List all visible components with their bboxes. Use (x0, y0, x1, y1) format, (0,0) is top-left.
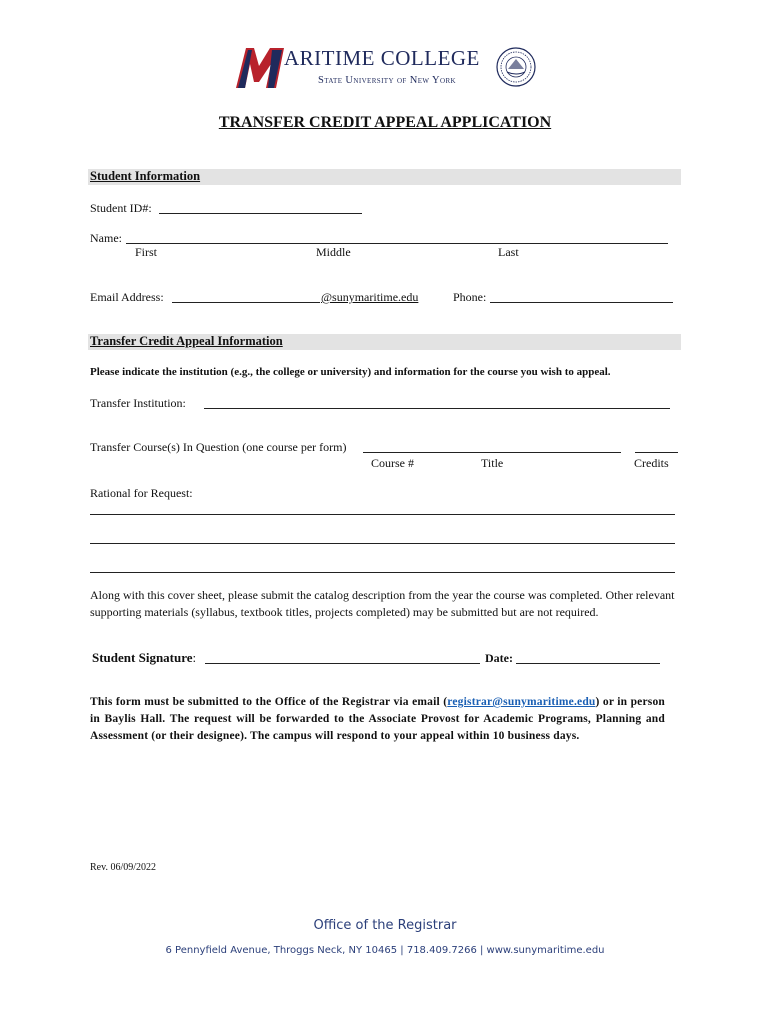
registrar-email-link[interactable]: registrar@sunymaritime.edu (447, 696, 596, 708)
signature-colon: : (192, 650, 197, 665)
phone-field[interactable] (490, 302, 673, 303)
course-number-title-field[interactable] (363, 452, 621, 453)
student-info-section-header (88, 169, 681, 185)
first-name-caption: First (135, 245, 158, 259)
signature-label-text: Student Signature (92, 650, 193, 665)
email-label: Email Address: (90, 290, 164, 304)
footer-address: 6 Pennyfield Avenue, Throggs Neck, NY 10465 | 718.409.7266 | www.sunymaritime.edu (165, 945, 605, 956)
signature-field[interactable] (205, 663, 480, 664)
cover-sheet-note: Along with this cover sheet, please submit the catalog description from the year the course was completed. Other relevant supporting materials (syllabus, textbook titles, projects completed) may be submitted but are not required. (90, 588, 675, 619)
course-number-caption: Course # (371, 456, 414, 470)
date-label: Date: (485, 651, 513, 665)
rationale-line-2[interactable] (90, 543, 675, 544)
maritime-m-logo-icon (232, 44, 288, 90)
student-id-field[interactable] (159, 213, 362, 214)
institution-instruction: Please indicate the institution (e.g., the college or university) and information for the course you wish to appeal. (90, 366, 611, 378)
college-seal-icon (496, 47, 536, 87)
middle-name-caption: Middle (316, 245, 351, 259)
footer-office-name: Office of the Registrar (313, 918, 457, 933)
section-heading: Transfer Credit Appeal Information (90, 334, 283, 348)
email-field[interactable] (172, 302, 320, 303)
rationale-line-3[interactable] (90, 572, 675, 573)
appeal-info-section-header (88, 334, 681, 350)
transfer-course-label: Transfer Course(s) In Question (one course per form) (90, 440, 347, 454)
name-label: Name: (90, 231, 122, 245)
section-heading: Student Information (90, 169, 201, 183)
email-domain: @sunymaritime.edu (321, 290, 419, 304)
name-field[interactable] (126, 243, 668, 244)
submission-text-before: This form must be submitted to the Office of the Registrar via email ( (90, 696, 448, 708)
submission-text-after: ) or in person in Baylis Hall. The request will be forwarded to the Associate Provost for Academic Programs, Planning and Assessment (or their designee). The campus will respond to your appeal within 10 business days. (90, 696, 666, 742)
credits-caption: Credits (634, 456, 669, 470)
course-title-caption: Title (481, 456, 504, 470)
transfer-institution-label: Transfer Institution: (90, 396, 186, 410)
date-field[interactable] (516, 663, 660, 664)
transfer-institution-field[interactable] (204, 408, 670, 409)
student-id-label: Student ID#: (90, 201, 152, 215)
submission-instructions (90, 694, 665, 745)
signature-label (92, 650, 196, 666)
phone-label: Phone: (453, 290, 487, 304)
revision-date: Rev. 06/09/2022 (90, 862, 157, 873)
rationale-label: Rational for Request: (90, 486, 193, 500)
page-title: TRANSFER CREDIT APPEAL APPLICATION (218, 114, 552, 131)
credits-field[interactable] (635, 452, 678, 453)
last-name-caption: Last (498, 245, 519, 259)
logo-college-name: ARITIME COLLEGE (284, 46, 480, 70)
logo-university-name: State University of New York (318, 75, 456, 86)
rationale-line-1[interactable] (90, 514, 675, 515)
